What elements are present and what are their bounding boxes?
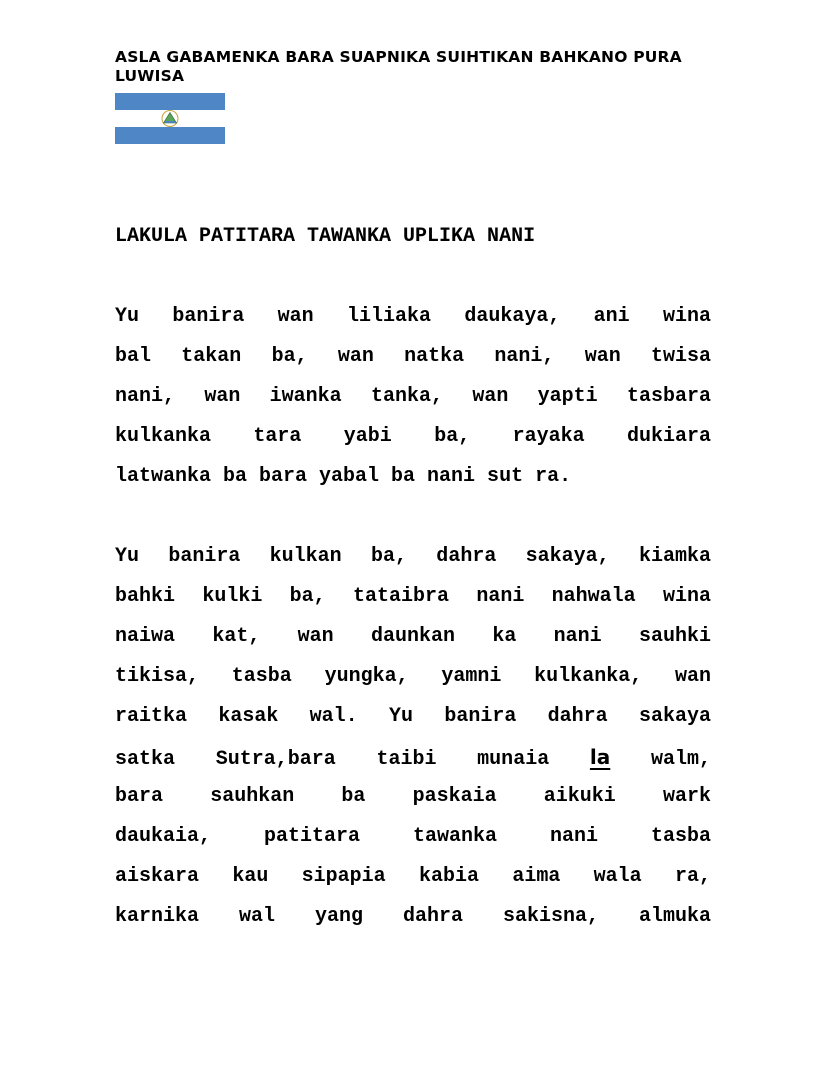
text-line: naiwa kat, wan daunkan ka nani sauhki: [115, 625, 711, 648]
text-line: karnika wal yang dahra sakisna, almuka: [115, 905, 711, 928]
text-line: bara sauhkan ba paskaia aikuki wark: [115, 785, 711, 808]
text-line: Yu banira wan liliaka daukaya, ani wina: [115, 305, 711, 328]
text-line: Yu banira kulkan ba, dahra sakaya, kiamka: [115, 545, 711, 568]
underlined-word: la: [589, 745, 611, 769]
text-segment: satka Sutra,bara taibi munaia: [115, 748, 590, 771]
text-line: tikisa, tasba yungka, yamni kulkanka, wan: [115, 665, 711, 688]
text-line: daukaia, patitara tawanka nani tasba: [115, 825, 711, 848]
text-line: raitka kasak wal. Yu banira dahra sakaya: [115, 705, 711, 728]
government-header: ASLA GABAMENKA BARA SUAPNIKA SUIHTIKAN BAHKANO PURA LUWISA: [115, 48, 682, 85]
text-segment: walm,: [610, 748, 712, 771]
text-line: bal takan ba, wan natka nani, wan twisa: [115, 345, 711, 368]
text-line: bahki kulki ba, tataibra nani nahwala wina: [115, 585, 711, 608]
text-line: nani, wan iwanka tanka, wan yapti tasbara: [115, 385, 711, 408]
nicaragua-flag-icon: [115, 93, 225, 144]
text-line: aiskara kau sipapia kabia aima wala ra,: [115, 865, 711, 888]
document-page: [115, 0, 711, 1068]
text-line: kulkanka tara yabi ba, rayaka dukiara: [115, 425, 711, 448]
document-title: LAKULA PATITARA TAWANKA UPLIKA NANI: [115, 225, 536, 248]
text-line: latwanka ba bara yabal ba nani sut ra.: [115, 465, 572, 488]
text-line-with-underline: [115, 737, 711, 777]
paragraph-2: [115, 537, 711, 937]
paragraph-1: [115, 297, 711, 497]
